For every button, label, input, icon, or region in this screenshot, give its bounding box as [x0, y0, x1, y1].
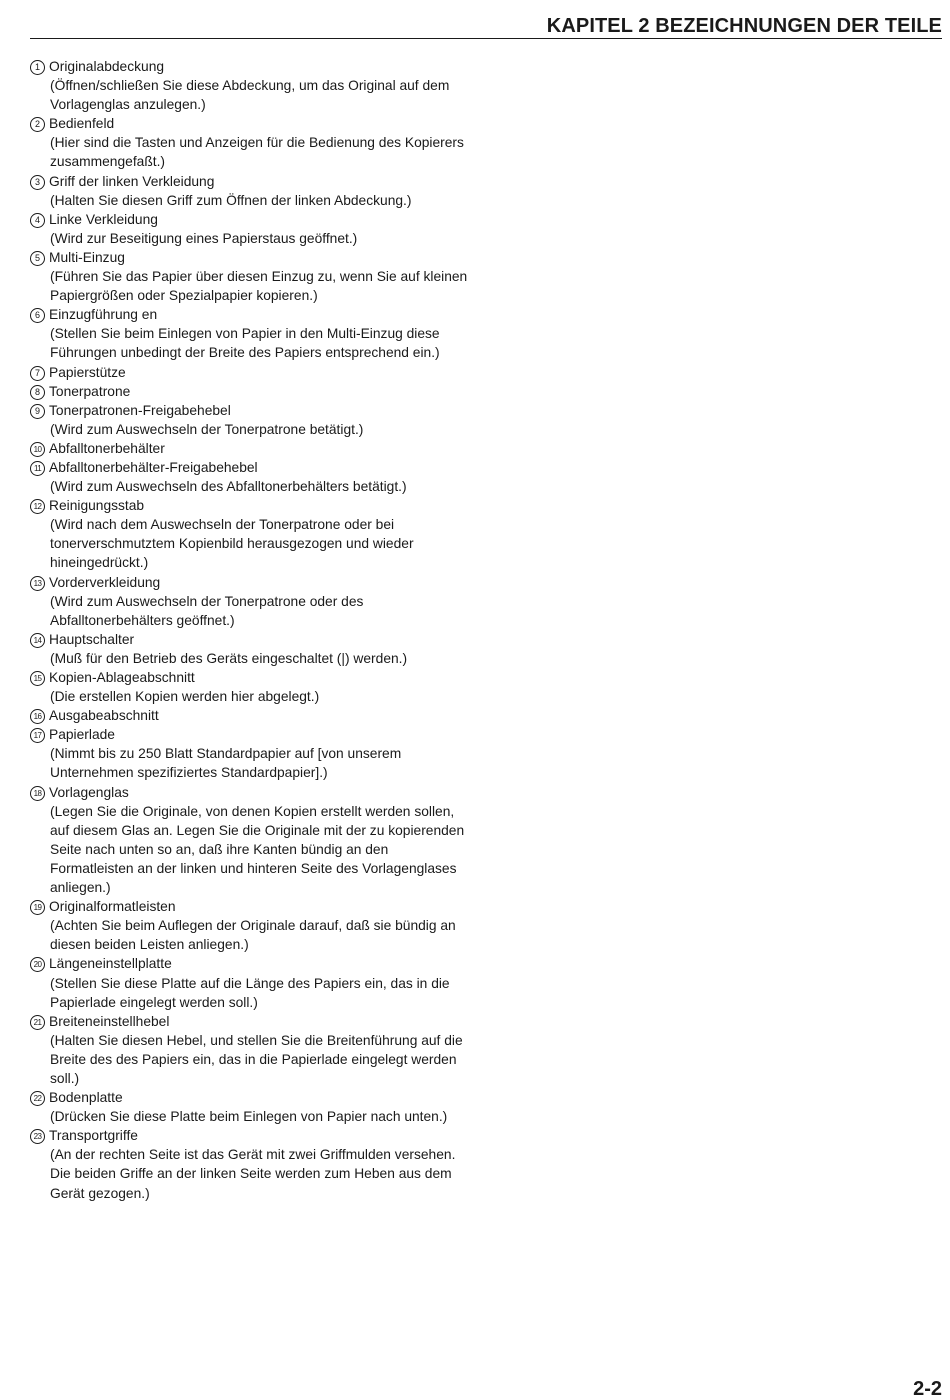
part-item	[30, 783, 470, 898]
part-name: Griff der linken Verkleidung	[49, 173, 215, 189]
part-description: (Wird nach dem Auswechseln der Tonerpatrone oder bei tonerverschmutztem Kopienbild herausgezogen und wieder hineingedrückt.)	[50, 517, 414, 571]
part-name: Bodenplatte	[49, 1090, 123, 1106]
part-number-badge: 3	[30, 175, 45, 190]
part-description: (Wird zum Auswechseln der Tonerpatrone oder des Abfalltonerbehälters geöffnet.)	[50, 593, 364, 628]
part-name: Vorderverkleidung	[49, 574, 161, 590]
part-item	[30, 382, 470, 401]
parts-list	[30, 57, 470, 1203]
part-description: (Hier sind die Tasten und Anzeigen für die Bedienung des Kopierers zusammengefaßt.)	[50, 135, 464, 170]
chapter-title: KAPITEL 2 BEZEICHNUNGEN DER TEILE	[546, 15, 942, 37]
part-number-badge: 1	[30, 60, 45, 75]
part-item	[30, 248, 470, 305]
part-item	[30, 439, 470, 458]
part-description: (Stellen Sie beim Einlegen von Papier in den Multi-Einzug diese Führungen unbedingt der Breite des Papiers entsprechend ein.)	[50, 326, 440, 361]
part-number-badge: 11	[30, 461, 45, 476]
page-number: 2-2	[913, 1378, 942, 1400]
part-name: Kopien-Ablageabschnitt	[49, 670, 195, 685]
part-description: (An der rechten Seite ist das Gerät mit zwei Griffmulden versehen. Die beiden Griffe an der linken Seite werden zum Heben aus dem Gerät gezogen.)	[50, 1147, 456, 1201]
part-description: (Halten Sie diesen Griff zum Öffnen der linken Abdeckung.)	[50, 192, 412, 208]
part-number-badge: 14	[30, 633, 45, 648]
part-name: Tonerpatrone	[49, 383, 131, 399]
part-description: (Muß für den Betrieb des Geräts eingeschaltet (|) werden.)	[50, 650, 408, 666]
part-name: Bedienfeld	[49, 116, 115, 132]
part-description: (Stellen Sie diese Platte auf die Länge des Papiers ein, das in die Papierlade eingelegt werden soll.)	[50, 975, 450, 1010]
part-number-badge: 5	[30, 251, 45, 266]
part-name: Vorlagenglas	[49, 784, 129, 800]
part-item	[30, 573, 470, 630]
part-number-badge: 7	[30, 366, 45, 381]
part-item	[30, 57, 470, 114]
part-number-badge: 19	[30, 900, 45, 915]
part-name: Transportgriffe	[49, 1128, 138, 1144]
part-name: Ausgabeabschnitt	[49, 708, 159, 724]
part-item	[30, 897, 470, 954]
part-description: (Drücken Sie diese Platte beim Einlegen von Papier nach unten.)	[50, 1109, 448, 1125]
part-name: Breiteneinstellhebel	[49, 1013, 170, 1029]
part-name: Multi-Einzug	[49, 249, 125, 265]
part-item	[30, 954, 470, 1011]
part-description: (Nimmt bis zu 250 Blatt Standardpapier auf [von unserem Unternehmen spezifiziertes Standardpapier].)	[50, 746, 402, 781]
part-number-badge: 18	[30, 786, 45, 801]
part-number-badge: 2	[30, 117, 45, 132]
part-item	[30, 630, 470, 668]
part-description: (Wird zum Auswechseln der Tonerpatrone betätigt.)	[50, 421, 364, 437]
part-description: (Wird zum Auswechseln des Abfalltonerbehälters betätigt.)	[50, 479, 407, 495]
part-number-badge: 12	[30, 499, 45, 514]
part-name: Papierlade	[49, 727, 115, 743]
part-number-badge: 20	[30, 957, 45, 972]
part-item	[30, 1088, 470, 1126]
part-description: (Öffnen/schließen Sie diese Abdeckung, um das Original auf dem Vorlagenglas anzulegen.)	[50, 78, 450, 113]
part-number-badge: 16	[30, 709, 45, 724]
part-description: (Führen Sie das Papier über diesen Einzug zu, wenn Sie auf kleinen Papiergrößen oder Spezialpapier kopieren.)	[50, 269, 468, 304]
part-item	[30, 668, 470, 706]
part-item	[30, 496, 470, 572]
part-name: Papierstütze	[49, 364, 126, 380]
part-description: (Wird zur Beseitigung eines Papierstaus geöffnet.)	[50, 230, 358, 246]
part-item	[30, 305, 470, 362]
part-item	[30, 725, 470, 782]
part-number-badge: 21	[30, 1015, 45, 1030]
part-name: Originalformatleisten	[49, 899, 176, 915]
part-item	[30, 114, 470, 171]
part-number-badge: 15	[30, 671, 45, 686]
part-number-badge: 23	[30, 1129, 45, 1144]
part-number-badge: 8	[30, 385, 45, 400]
part-name: Tonerpatronen-Freigabehebel	[49, 402, 231, 418]
part-number-badge: 22	[30, 1091, 45, 1106]
part-number-badge: 9	[30, 404, 45, 419]
part-item	[30, 172, 470, 210]
part-description: (Halten Sie diesen Hebel, und stellen Sie die Breitenführung auf die Breite des des Papiers ein, das in die Papierlade eingelegt werden soll.)	[50, 1032, 463, 1086]
part-item	[30, 1126, 470, 1202]
part-description: (Die erstellen Kopien werden hier abgelegt.)	[50, 689, 320, 705]
part-name: Abfalltonerbehälter	[49, 440, 165, 456]
part-item	[30, 363, 470, 382]
chapter-header	[30, 14, 942, 39]
part-name: Längeneinstellplatte	[49, 956, 172, 972]
part-number-badge: 17	[30, 728, 45, 743]
part-number-badge: 13	[30, 576, 45, 591]
part-number-badge: 6	[30, 308, 45, 323]
part-number-badge: 4	[30, 213, 45, 228]
part-item	[30, 458, 470, 496]
part-description: (Legen Sie die Originale, von denen Kopien erstellt werden sollen, auf diesem Glas an. Legen Sie die Originale mit der zu kopierenden Seite nach unten so an, daß ihre Kanten bündig an den Formatleisten an der linken und hinteren Seite des Vorlagenglases anliegen.)	[50, 803, 465, 896]
part-name: Einzugführung en	[49, 307, 158, 323]
part-item	[30, 706, 470, 725]
part-number-badge: 10	[30, 442, 45, 457]
part-name: Hauptschalter	[49, 631, 135, 647]
part-item	[30, 210, 470, 248]
part-name: Abfalltonerbehälter-Freigabehebel	[49, 459, 258, 475]
part-name: Originalabdeckung	[49, 59, 165, 74]
part-item	[30, 401, 470, 439]
part-description: (Achten Sie beim Auflegen der Originale darauf, daß sie bündig an diesen beiden Leisten anliegen.)	[50, 918, 456, 953]
part-name: Reinigungsstab	[49, 498, 145, 514]
part-item	[30, 1012, 470, 1088]
part-name: Linke Verkleidung	[49, 211, 158, 227]
